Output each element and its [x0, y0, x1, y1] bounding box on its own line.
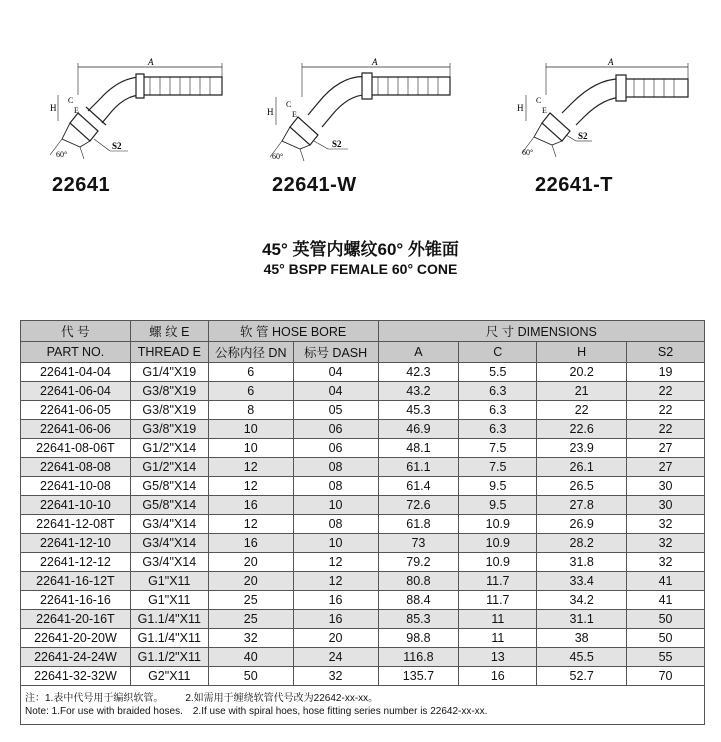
cell-c: 9.5 — [459, 496, 537, 515]
cell-s2: 32 — [627, 534, 705, 553]
dim-s2-label: S2 — [112, 141, 122, 151]
table-row — [21, 648, 705, 667]
cell-h: 34.2 — [537, 591, 627, 610]
note-en-2: 2.If use with spiral hoes, hose fitting series number is 22642-xx-xx. — [192, 706, 488, 717]
cell-thread: G3/4"X14 — [130, 553, 208, 572]
table-row — [21, 610, 705, 629]
cell-c: 13 — [459, 648, 537, 667]
cell-h: 22.6 — [537, 420, 627, 439]
model-label-22641-w: 22641-W — [272, 174, 357, 196]
angle-label: 60° — [272, 152, 284, 161]
note-line-en — [25, 705, 700, 718]
cell-a: 43.2 — [378, 382, 459, 401]
cell-thread: G1.1/4"X11 — [130, 610, 208, 629]
cell-dash: 20 — [293, 629, 378, 648]
table-row — [21, 477, 705, 496]
cell-part: 22641-12-12 — [21, 553, 131, 572]
cell-c: 10.9 — [459, 553, 537, 572]
cell-s2: 27 — [627, 439, 705, 458]
cell-thread: G1.1/2"X11 — [130, 648, 208, 667]
cell-a: 46.9 — [378, 420, 459, 439]
cell-c: 5.5 — [459, 363, 537, 382]
cell-part: 22641-32-32W — [21, 667, 131, 686]
cell-s2: 41 — [627, 572, 705, 591]
note-en-1: Note: 1.For use with braided hoses. — [25, 706, 183, 717]
cell-part: 22641-20-20W — [21, 629, 131, 648]
table-row — [21, 591, 705, 610]
cell-dash: 10 — [293, 496, 378, 515]
note-line-cn — [25, 692, 700, 705]
cell-thread: G1/2"X14 — [130, 458, 208, 477]
cell-dn: 16 — [208, 496, 293, 515]
cell-part: 22641-10-10 — [21, 496, 131, 515]
table-row — [21, 439, 705, 458]
cell-dn: 8 — [208, 401, 293, 420]
cell-a: 61.1 — [378, 458, 459, 477]
cell-dash: 10 — [293, 534, 378, 553]
cell-dash: 12 — [293, 572, 378, 591]
cell-thread: G1.1/4"X11 — [130, 629, 208, 648]
cell-s2: 70 — [627, 667, 705, 686]
cell-h: 26.9 — [537, 515, 627, 534]
cell-c: 11.7 — [459, 572, 537, 591]
model-label-22641: 22641 — [52, 174, 111, 196]
table-row — [21, 534, 705, 553]
cell-thread: G5/8"X14 — [130, 496, 208, 515]
cell-dash: 04 — [293, 382, 378, 401]
cell-dash: 06 — [293, 420, 378, 439]
cell-thread: G5/8"X14 — [130, 477, 208, 496]
cell-s2: 55 — [627, 648, 705, 667]
cell-s2: 27 — [627, 458, 705, 477]
header-part-cn: 代 号 — [21, 321, 131, 342]
cell-dash: 06 — [293, 439, 378, 458]
table-row — [21, 496, 705, 515]
cell-part: 22641-10-08 — [21, 477, 131, 496]
cell-s2: 30 — [627, 496, 705, 515]
cell-a: 61.8 — [378, 515, 459, 534]
cell-c: 11.7 — [459, 591, 537, 610]
cell-h: 33.4 — [537, 572, 627, 591]
cell-c: 6.3 — [459, 420, 537, 439]
dim-c-label: C — [68, 96, 74, 105]
cell-dn: 25 — [208, 610, 293, 629]
table-row — [21, 629, 705, 648]
dim-a-label: A — [372, 57, 378, 67]
cell-a: 45.3 — [378, 401, 459, 420]
cell-c: 6.3 — [459, 401, 537, 420]
cell-thread: G3/4"X14 — [130, 515, 208, 534]
header-hose-bore: 软 管 HOSE BORE — [208, 321, 378, 342]
table-row — [21, 515, 705, 534]
title-english: 45° BSPP FEMALE 60° CONE — [263, 261, 458, 277]
cell-c: 7.5 — [459, 439, 537, 458]
cell-h: 27.8 — [537, 496, 627, 515]
cell-dash: 16 — [293, 610, 378, 629]
cell-thread: G1"X11 — [130, 572, 208, 591]
cell-c: 16 — [459, 667, 537, 686]
cell-part: 22641-12-10 — [21, 534, 131, 553]
spec-table — [20, 320, 705, 725]
cell-part: 22641-24-24W — [21, 648, 131, 667]
cell-a: 73 — [378, 534, 459, 553]
cell-thread: G3/8"X19 — [130, 401, 208, 420]
table-row — [21, 382, 705, 401]
cell-part: 22641-16-16 — [21, 591, 131, 610]
table-row — [21, 553, 705, 572]
cell-s2: 22 — [627, 382, 705, 401]
cell-part: 22641-06-06 — [21, 420, 131, 439]
header-a: A — [378, 342, 459, 363]
dim-h-label: H — [50, 103, 57, 113]
cell-part: 22641-12-08T — [21, 515, 131, 534]
cell-s2: 22 — [627, 420, 705, 439]
cell-dash: 05 — [293, 401, 378, 420]
cell-h: 26.5 — [537, 477, 627, 496]
cell-dash: 16 — [293, 591, 378, 610]
cell-dn: 50 — [208, 667, 293, 686]
table-row — [21, 572, 705, 591]
cell-part: 22641-16-12T — [21, 572, 131, 591]
cell-h: 45.5 — [537, 648, 627, 667]
cell-dn: 6 — [208, 363, 293, 382]
dim-e-label: E — [292, 110, 297, 119]
header-h: H — [537, 342, 627, 363]
cell-s2: 32 — [627, 515, 705, 534]
cell-a: 42.3 — [378, 363, 459, 382]
cell-s2: 22 — [627, 401, 705, 420]
cell-thread: G1/4"X19 — [130, 363, 208, 382]
cell-dn: 25 — [208, 591, 293, 610]
cell-c: 11 — [459, 610, 537, 629]
cell-a: 80.8 — [378, 572, 459, 591]
header-thread-e: THREAD E — [130, 342, 208, 363]
cell-dn: 16 — [208, 534, 293, 553]
cell-dash: 08 — [293, 458, 378, 477]
table-row — [21, 401, 705, 420]
dim-s2-label: S2 — [578, 131, 588, 141]
cell-a: 79.2 — [378, 553, 459, 572]
cell-dn: 32 — [208, 629, 293, 648]
model-label-22641-t: 22641-T — [535, 174, 613, 196]
dim-h-label: H — [267, 107, 274, 117]
fitting-drawing-22641 — [50, 55, 250, 165]
cell-h: 26.1 — [537, 458, 627, 477]
cell-part: 22641-04-04 — [21, 363, 131, 382]
cell-part: 22641-06-04 — [21, 382, 131, 401]
cell-a: 85.3 — [378, 610, 459, 629]
cell-dn: 20 — [208, 553, 293, 572]
header-row-1 — [21, 321, 705, 342]
cell-c: 11 — [459, 629, 537, 648]
fitting-drawings — [0, 0, 721, 200]
cell-dn: 12 — [208, 458, 293, 477]
cell-part: 22641-08-06T — [21, 439, 131, 458]
cell-h: 20.2 — [537, 363, 627, 382]
cell-dash: 08 — [293, 515, 378, 534]
cell-a: 98.8 — [378, 629, 459, 648]
cell-dn: 12 — [208, 477, 293, 496]
cell-h: 21 — [537, 382, 627, 401]
cell-s2: 50 — [627, 610, 705, 629]
cell-part: 22641-06-05 — [21, 401, 131, 420]
cell-dash: 12 — [293, 553, 378, 572]
cell-dn: 10 — [208, 439, 293, 458]
notes-row — [21, 686, 705, 725]
table-row — [21, 420, 705, 439]
cell-c: 6.3 — [459, 382, 537, 401]
cell-dash: 24 — [293, 648, 378, 667]
dim-s2-label: S2 — [332, 139, 342, 149]
cell-dn: 6 — [208, 382, 293, 401]
dim-e-label: E — [542, 106, 547, 115]
header-dimensions: 尺 寸 DIMENSIONS — [378, 321, 705, 342]
cell-thread: G3/4"X14 — [130, 534, 208, 553]
cell-h: 31.8 — [537, 553, 627, 572]
cell-c: 9.5 — [459, 477, 537, 496]
cell-s2: 30 — [627, 477, 705, 496]
cell-thread: G1/2"X14 — [130, 439, 208, 458]
dim-e-label: E — [74, 106, 79, 115]
cell-s2: 32 — [627, 553, 705, 572]
cell-s2: 19 — [627, 363, 705, 382]
note-cn-1: 注：1.表中代号用于编织软管。 — [25, 693, 164, 704]
cell-a: 135.7 — [378, 667, 459, 686]
cell-a: 116.8 — [378, 648, 459, 667]
cell-dn: 10 — [208, 420, 293, 439]
dim-c-label: C — [286, 100, 292, 109]
cell-h: 52.7 — [537, 667, 627, 686]
cell-h: 28.2 — [537, 534, 627, 553]
dim-c-label: C — [536, 96, 542, 105]
header-s2: S2 — [627, 342, 705, 363]
dim-a-label: A — [148, 57, 154, 67]
cell-h: 38 — [537, 629, 627, 648]
angle-label: 60° — [56, 150, 68, 159]
header-part-no: PART NO. — [21, 342, 131, 363]
header-dash: 标号 DASH — [293, 342, 378, 363]
cell-a: 61.4 — [378, 477, 459, 496]
header-dn: 公称内径 DN — [208, 342, 293, 363]
cell-h: 22 — [537, 401, 627, 420]
cell-part: 22641-20-16T — [21, 610, 131, 629]
title-chinese: 45° 英管内螺纹60° 外锥面 — [262, 240, 459, 259]
table-notes — [21, 686, 705, 725]
angle-label: 60° — [522, 148, 534, 157]
table-row — [21, 458, 705, 477]
cell-a: 72.6 — [378, 496, 459, 515]
dim-a-label: A — [608, 57, 614, 67]
cell-dn: 40 — [208, 648, 293, 667]
fitting-drawing-22641-w — [262, 55, 462, 165]
cell-thread: G1"X11 — [130, 591, 208, 610]
fitting-drawing-22641-t — [512, 55, 702, 165]
header-thread-cn: 螺 纹 E — [130, 321, 208, 342]
header-row-2 — [21, 342, 705, 363]
cell-s2: 50 — [627, 629, 705, 648]
cell-c: 10.9 — [459, 515, 537, 534]
cell-dn: 12 — [208, 515, 293, 534]
cell-thread: G2"X11 — [130, 667, 208, 686]
cell-h: 23.9 — [537, 439, 627, 458]
table-row — [21, 667, 705, 686]
cell-thread: G3/8"X19 — [130, 420, 208, 439]
note-cn-2: 2.如需用于缠绕软管代号改为22642-xx-xx。 — [185, 693, 379, 704]
cell-thread: G3/8"X19 — [130, 382, 208, 401]
cell-h: 31.1 — [537, 610, 627, 629]
cell-dn: 20 — [208, 572, 293, 591]
spec-table-body — [21, 363, 705, 725]
cell-dash: 32 — [293, 667, 378, 686]
cell-a: 88.4 — [378, 591, 459, 610]
cell-c: 7.5 — [459, 458, 537, 477]
cell-dash: 08 — [293, 477, 378, 496]
cell-dash: 04 — [293, 363, 378, 382]
dim-h-label: H — [517, 103, 524, 113]
cell-part: 22641-08-08 — [21, 458, 131, 477]
cell-a: 48.1 — [378, 439, 459, 458]
table-row — [21, 363, 705, 382]
header-c: C — [459, 342, 537, 363]
cell-s2: 41 — [627, 591, 705, 610]
cell-c: 10.9 — [459, 534, 537, 553]
